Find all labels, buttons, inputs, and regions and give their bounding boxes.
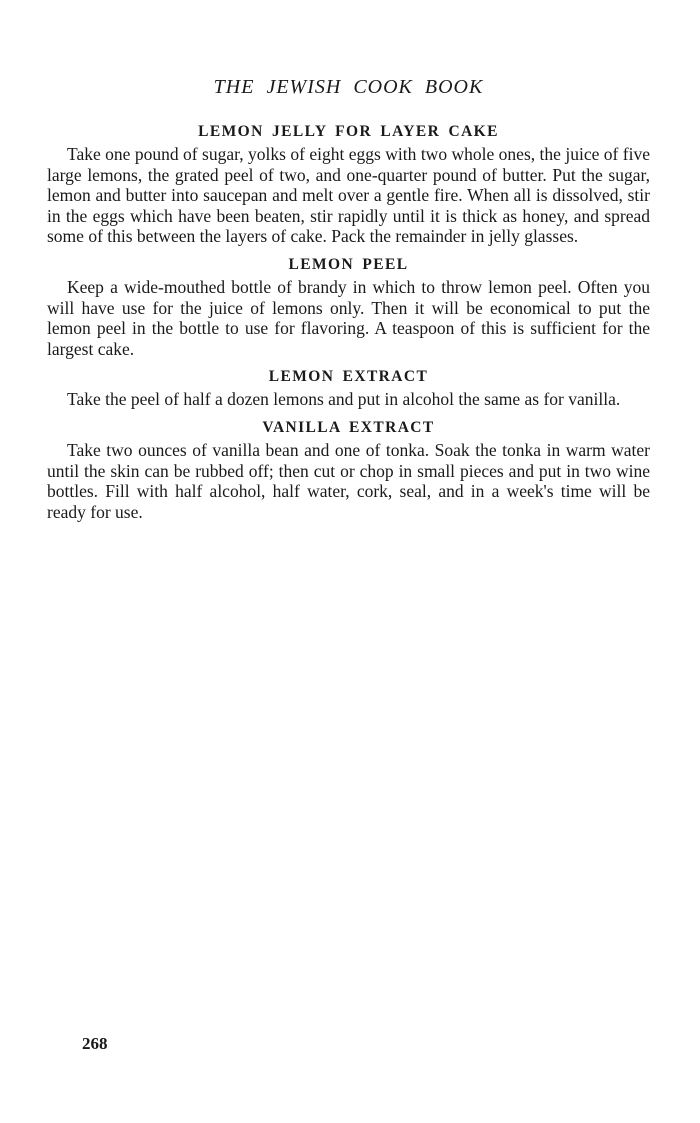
- recipe-body: Keep a wide-mouthed bottle of brandy in which to throw lemon peel. Often you will have use for the juice of lemons only. Then it will be economical to put the lemon peel in the bottle to use for flavoring. A teaspoon of this is sufficient for the largest cake.: [47, 276, 650, 359]
- page-number: 268: [82, 1034, 108, 1053]
- recipe-vanilla-extract: [47, 418, 650, 522]
- recipe-body: Take one pound of sugar, yolks of eight eggs with two whole ones, the juice of five large lemons, the grated peel of two, and one-quarter pound of butter. Put the sugar, lemon and butter into saucepan and melt over a gentle fire. When all is dissolved, stir in the eggs which have been beaten, stir rapidly until it is thick as honey, and spread some of this between the layers of cake. Pack the remainder in jelly glasses.: [47, 144, 650, 247]
- recipe-title: LEMON JELLY FOR LAYER CAKE: [198, 123, 499, 140]
- recipe-title: VANILLA EXTRACT: [262, 418, 435, 436]
- running-title: THE JEWISH COOK BOOK: [213, 76, 484, 98]
- recipe-title: LEMON EXTRACT: [268, 368, 429, 386]
- recipe-lemon-peel: [47, 255, 650, 359]
- recipe-body: Take two ounces of vanilla bean and one of tonka. Soak the tonka in warm water until the skin can be rubbed off; then cut or chop in small pieces and put in two wine bottles. Fill with half alcohol, half water, cork, seal, and in a week's time will be ready for use.: [47, 439, 650, 522]
- recipe-lemon-extract: [47, 367, 650, 410]
- recipe-lemon-jelly: [47, 122, 650, 247]
- recipe-list: [47, 122, 650, 530]
- recipe-body: Take the peel of half a dozen lemons and put in alcohol the same as for vanilla.: [67, 389, 621, 410]
- book-page: [47, 0, 650, 1123]
- recipe-title: LEMON PEEL: [288, 255, 409, 273]
